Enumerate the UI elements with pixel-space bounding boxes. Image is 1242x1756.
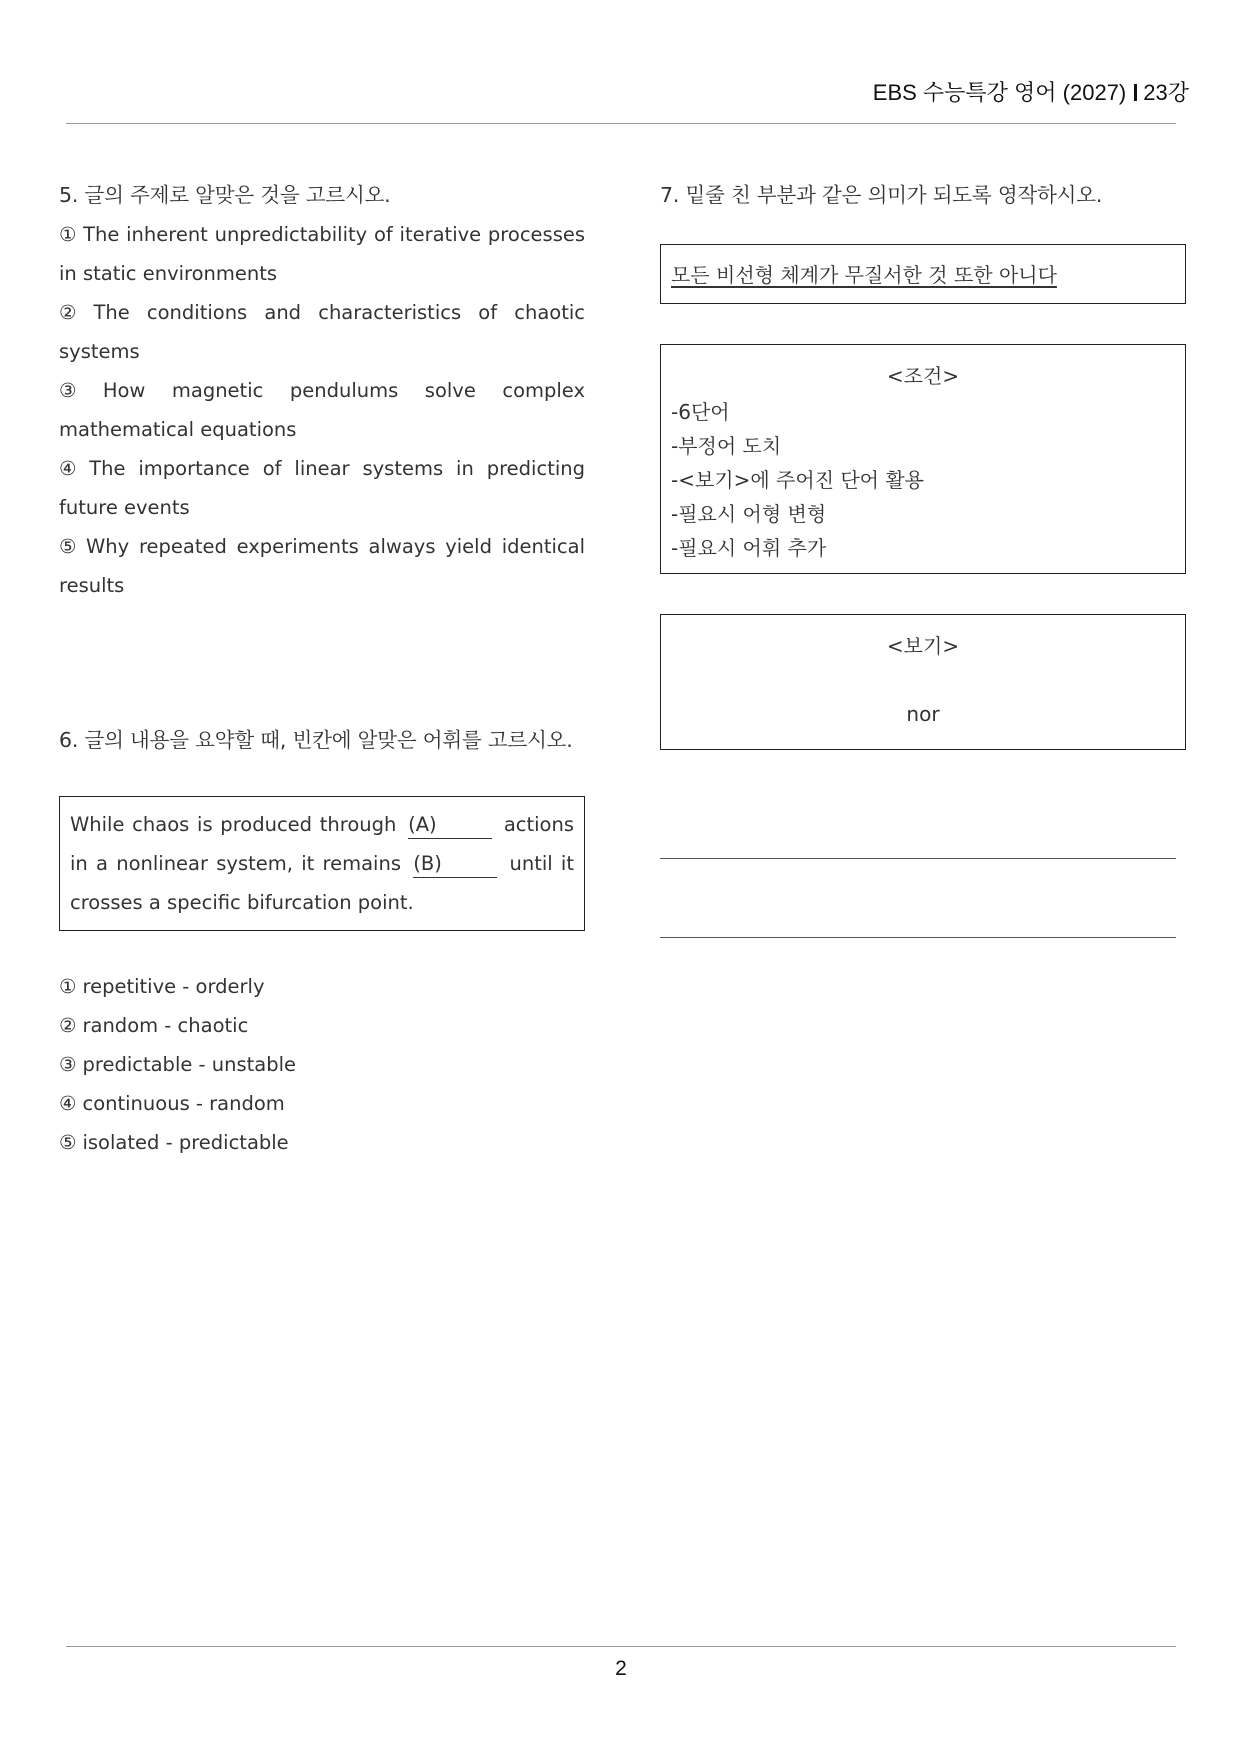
korean-sentence-box [660,244,1186,304]
choice-text: The conditions and characteristics of chaotic systems [59,301,585,363]
question-5 [59,176,585,605]
blank-b: (B) [413,851,497,878]
choice-text: The importance of linear systems in predicting future events [59,457,585,519]
question-5-choices [59,215,585,605]
header-separator [1134,84,1137,101]
choice-text: random - chaotic [82,1014,249,1037]
condition-item: -필요시 어형 변형 [671,502,827,526]
answer-line[interactable] [660,858,1176,859]
choice-number: ④ [59,1092,77,1115]
summary-text-part1: While chaos is produced through [70,813,397,836]
choice-number: ⑤ [59,535,81,558]
header-lesson: 23강 [1143,80,1189,105]
choice-number: ⑤ [59,1131,77,1154]
choice-item[interactable] [59,371,585,449]
choice-number: ② [59,1014,77,1037]
choice-number: ③ [59,379,97,402]
bogi-word: nor [906,702,940,726]
footer-rule [66,1646,1176,1647]
choice-number: ① [59,975,77,998]
condition-item: -6단어 [671,400,730,424]
question-6-choices [59,967,585,1162]
question-6-prompt: 6. 글의 내용을 요약할 때, 빈칸에 알맞은 어휘를 고르시오. [59,728,573,752]
choice-item[interactable] [59,1084,585,1123]
choice-item[interactable] [59,449,585,527]
left-column [59,176,586,1154]
question-5-prompt: 5. 글의 주제로 알맞은 것을 고르시오. [59,183,391,207]
conditions-heading: <조건> [886,364,960,388]
choice-item[interactable] [59,1123,585,1162]
choice-number: ④ [59,457,84,480]
choice-item[interactable] [59,967,585,1006]
page-number: 2 [615,1657,627,1680]
bogi-box [660,614,1186,750]
choice-item[interactable] [59,527,585,605]
conditions-box [660,344,1186,574]
answer-line[interactable] [660,937,1176,938]
condition-item: -<보기>에 주어진 단어 활용 [671,468,925,492]
condition-item: -부정어 도치 [671,434,782,458]
choice-item[interactable] [59,293,585,371]
choice-text: continuous - random [82,1092,285,1115]
page-header [873,76,1189,107]
blank-a: (A) [408,812,492,839]
condition-item: -필요시 어휘 추가 [671,536,827,560]
summary-text-part3: until it crosses a specific bifurcation point. [70,852,574,914]
header-rule [66,123,1176,124]
question-7 [660,176,1186,938]
choice-text: The inherent unpredictability of iterative processes in static environments [59,223,586,285]
choice-text: predictable - unstable [82,1053,297,1076]
korean-sentence: 모든 비선형 체계가 무질서한 것 또한 아니다 [671,263,1057,287]
question-6 [59,721,585,1162]
choice-item[interactable] [59,1006,585,1045]
right-column [660,176,1186,938]
choice-text: How magnetic pendulums solve complex mathematical equations [59,379,585,441]
summary-text-part2: actions in a nonlinear system, it remains [70,813,574,875]
choice-item[interactable] [59,1045,585,1084]
choice-text: isolated - predictable [82,1131,289,1154]
choice-number: ② [59,301,88,324]
choice-text: repetitive - orderly [82,975,265,998]
choice-item[interactable] [59,215,585,293]
choice-number: ③ [59,1053,77,1076]
bogi-heading: <보기> [886,634,960,658]
choice-number: ① [59,223,78,246]
choice-text: Why repeated experiments always yield identical results [59,535,585,597]
question-7-prompt: 7. 밑줄 친 부분과 같은 의미가 되도록 영작하시오. [660,183,1103,207]
summary-box [59,796,585,931]
header-title: EBS 수능특강 영어 (2027) [872,80,1127,105]
